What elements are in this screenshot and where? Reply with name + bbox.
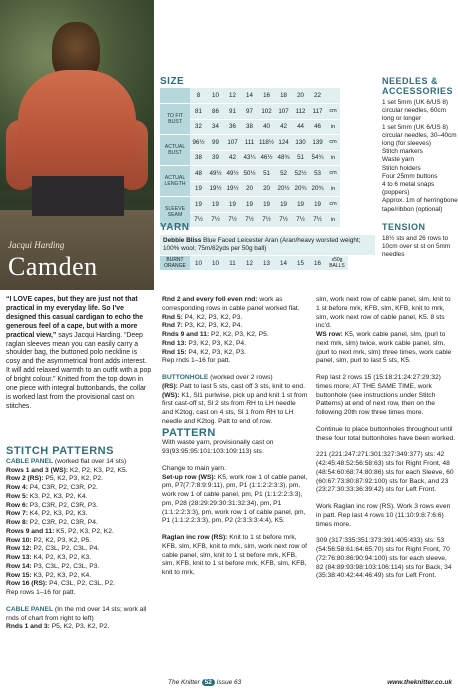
size-cell: 14 xyxy=(241,88,258,104)
needle-item: 4 to 6 metal snaps (poppers) xyxy=(382,181,435,197)
size-cell: 51 xyxy=(258,166,275,182)
size-cell: 20 xyxy=(241,181,258,197)
buttonhole-rs-text: Patt to last 5 sts, cast off 3 sts, knit to end. xyxy=(177,382,305,390)
pattern-row xyxy=(6,467,154,476)
round-repeat: Rep rnds 1–16 for patt. xyxy=(162,357,231,365)
pattern-row xyxy=(162,340,308,349)
size-cell: 19½ xyxy=(224,181,241,197)
col3-para-2: Rep last 2 rows 15 (15:18:21:24:27:29:32) times more; AT THE SAME TIME, work buttonhole (see instructions under Stitch Patterns) at end of next row, then on the following 20th row three times more. xyxy=(316,374,441,416)
yarn-cell: 11 xyxy=(224,256,241,270)
ws-row-label: WS row: xyxy=(316,331,343,338)
cable-panel-note: (worked flat over 14 sts) xyxy=(53,457,127,465)
stitch-patterns-heading: STITCH PATTERNS xyxy=(6,445,114,457)
pattern-row-label: Rows 9 and 11: xyxy=(6,527,55,535)
pattern-row xyxy=(6,484,154,493)
size-cell: 34 xyxy=(207,119,224,135)
cardigan-body xyxy=(18,70,136,180)
size-cell: 19 xyxy=(224,197,241,213)
size-cell: 130 xyxy=(292,135,309,151)
yarn-cell: 16 xyxy=(309,256,326,270)
size-unit xyxy=(326,88,340,104)
yarn-cell: 13 xyxy=(258,256,275,270)
stitch-patterns-column xyxy=(6,445,154,632)
yarn-heading: YARN xyxy=(160,222,190,233)
size-cell: 52 xyxy=(275,166,292,182)
size-cell: 139 xyxy=(309,135,326,151)
size-cell: 42 xyxy=(224,150,241,166)
size-cell: 19 xyxy=(292,197,309,213)
size-cell: 49½ xyxy=(224,166,241,182)
pattern-row-label: Rnd 13: xyxy=(162,339,187,347)
size-cell: 22 xyxy=(309,88,326,104)
size-cell: 54¾ xyxy=(309,150,326,166)
pattern-row xyxy=(6,519,154,528)
raglan-inc-text: Knit to 1 st before mrk, KFB, slm, KFB, knit to mrk, slm, work next row of cable panel, slm, knit to 1 st before mrk, KFB, slm, KFB, knit to 1 st before mrk, KFB, slm, KFB, knit to mrk, xyxy=(162,534,307,576)
needles-section xyxy=(382,76,458,259)
needles-list xyxy=(382,99,458,214)
size-cell: 19½ xyxy=(207,181,224,197)
round-rows xyxy=(162,314,308,358)
yarn-cell: 14 xyxy=(275,256,292,270)
size-table xyxy=(160,88,340,228)
size-cell: 42 xyxy=(275,119,292,135)
yarn-table xyxy=(160,256,348,270)
buttonhole-ws-text: K1, Sl1 purlwise, pick up and knit 1 st from first cast-off st, Sl 2 sts from RH to LH needle and K2tog, cast on 4 sts, Sl 1 from RH to LH needle and K2tog. Patt to end of row. xyxy=(162,391,308,425)
size-cell: 19 xyxy=(190,197,207,213)
size-cell: 36 xyxy=(224,119,241,135)
size-cell: 39 xyxy=(207,150,224,166)
pattern-row-label: Row 7: xyxy=(6,510,28,518)
size-cell: 124 xyxy=(275,135,292,151)
size-cell: 117 xyxy=(309,104,326,120)
size-cell: 19 xyxy=(309,197,326,213)
pattern-row-text: K2, P2, K3, P2, K5. xyxy=(68,466,128,474)
col3-para-5: Work Raglan inc row (RS). Work 3 rows even in patt. Rep last 4 rows 10 (11:10:9:8:7:6:6) times more. xyxy=(316,503,451,528)
ws-row-text: K5, work cable panel, slm, (purl to next mrk, slm) twice, work cable panel, slm, (purl to next mrk, slm) three times, work cable panel, slm, purl to last 5 sts, K5. xyxy=(316,331,452,365)
size-row-label: TO FIT BUST xyxy=(160,104,190,135)
pattern-row-label: Row 13: xyxy=(6,554,32,561)
yarn-cell: 10 xyxy=(207,256,224,270)
tension-heading: TENSION xyxy=(382,221,426,232)
pattern-title: Camden xyxy=(8,252,98,281)
pattern-row xyxy=(6,528,154,537)
size-cell: 81 xyxy=(190,104,207,120)
yarn-cell: 10 xyxy=(190,256,207,270)
size-cell: 7½ xyxy=(275,212,292,228)
needle-item: Approx. 1m of herringbone tape/ribbon (optional) xyxy=(382,197,458,213)
size-cell: 8 xyxy=(190,88,207,104)
buttonhole-ws-label: (WS): xyxy=(162,391,180,399)
size-row xyxy=(160,88,340,104)
yarn-colour: BURNT ORANGE xyxy=(160,256,190,270)
yarn-unit: x50g BALLS xyxy=(326,256,348,270)
size-unit: in xyxy=(326,150,340,166)
size-cell: 51 xyxy=(292,150,309,166)
issue-number: Issue 63 xyxy=(216,679,242,686)
size-cell: 20¾ xyxy=(292,181,309,197)
pattern-row-text: P4, K2, P3, K2, P3. xyxy=(186,348,247,356)
pattern-row xyxy=(6,572,154,581)
size-cell: 112 xyxy=(292,104,309,120)
size-cell: 50½ xyxy=(241,166,258,182)
website-link[interactable]: www.theknitter.co.uk xyxy=(387,679,452,686)
size-cell: 48¾ xyxy=(275,150,292,166)
yarn-cell: 15 xyxy=(292,256,309,270)
needle-item: Four 25mm buttons xyxy=(382,172,438,180)
pattern-row-label: Row 2 (RS): xyxy=(6,475,44,483)
intro-quote: “I LOVE capes, but they are just not that practical in my everyday life. So I’ve designed this casual cardigan to echo the generous feel of a cape, but with a more practical view,” xyxy=(6,296,144,339)
pattern-row-text: P3, C3R, P2, C3R, P3. xyxy=(27,501,98,509)
size-cell: 53 xyxy=(309,166,326,182)
size-cell: 12 xyxy=(224,88,241,104)
yarn-cell: 12 xyxy=(241,256,258,270)
cable-rows xyxy=(6,467,154,590)
needle-item: Waste yarn xyxy=(382,156,415,164)
change-yarn: Change to main yarn. xyxy=(162,464,226,472)
size-cell: 7½ xyxy=(190,212,207,228)
pattern-row-text: P4, C3L, P2, C3L, P2. xyxy=(47,580,115,588)
buttonhole-title: BUTTONHOLE xyxy=(162,374,209,381)
pattern-row xyxy=(6,545,154,554)
pattern-row-text: P3, K2, P3, K2, P4. xyxy=(182,322,243,330)
size-cell: 99 xyxy=(207,135,224,151)
pattern-row-label: Row 6: xyxy=(6,501,28,509)
pattern-row xyxy=(6,554,154,563)
size-cell: 19 xyxy=(207,197,224,213)
size-cell: 46 xyxy=(309,119,326,135)
pattern-row-label: Rnd 15: xyxy=(162,348,187,356)
cable-repeat: Rep rows 1–16 for patt. xyxy=(6,589,76,596)
yarn-brand: Debbie Bliss xyxy=(163,237,202,244)
size-cell: 19 xyxy=(190,181,207,197)
cable-panel-title: CABLE PANEL xyxy=(6,457,54,465)
size-cell: 20 xyxy=(258,181,275,197)
needle-item: Stitch markers xyxy=(382,148,423,156)
size-cell: 48 xyxy=(190,166,207,182)
pattern-row xyxy=(6,475,154,484)
pattern-row-label: Row 4: xyxy=(6,484,28,491)
size-unit: in xyxy=(326,119,340,135)
rnd-2-label: Rnd 2 and every foll even rnd: xyxy=(162,296,258,303)
size-cell: 19 xyxy=(275,197,292,213)
footer-magazine xyxy=(168,679,241,686)
size-row-label: ACTUAL LENGTH xyxy=(160,166,190,197)
page-footer xyxy=(0,678,458,690)
needles-heading: NEEDLES & ACCESSORIES xyxy=(382,76,454,96)
rnd-2-text: work as corresponding rows in cable panel worked flat. xyxy=(162,296,300,312)
pattern-row-text: P3, C3L, P2, C3L, P3. xyxy=(31,562,100,570)
buttonhole-rs-label: (RS): xyxy=(162,382,178,390)
pattern-row xyxy=(6,493,154,502)
pattern-row-text: K4, P2, K3, P2, K3. xyxy=(31,554,92,561)
size-cell: 49½ xyxy=(207,166,224,182)
size-cell: 20 xyxy=(292,88,309,104)
size-row-label xyxy=(160,88,190,104)
cable-panel-round-title: CABLE PANEL xyxy=(6,605,54,613)
pattern-row-text: P2, K2, P3, K2, P5. xyxy=(31,536,92,544)
size-row xyxy=(160,166,340,182)
intro-text xyxy=(6,296,152,412)
model-skirt xyxy=(32,176,124,216)
size-cell: 16 xyxy=(258,88,275,104)
pattern-row-text: P4, C3R, P2, C3R, P2. xyxy=(27,484,98,491)
pattern-row xyxy=(162,331,308,340)
pattern-row-label: Row 16 (RS): xyxy=(6,580,48,588)
size-cell: 111 xyxy=(241,135,258,151)
size-cell: 7½ xyxy=(258,212,275,228)
size-cell: 43¼ xyxy=(241,150,258,166)
pattern-row-text: K3, P2, K3, P2, K4. xyxy=(27,492,88,500)
pattern-row xyxy=(6,502,154,511)
size-cell: 7½ xyxy=(292,212,309,228)
pattern-row-label: Row 10: xyxy=(6,536,32,544)
yarn-description xyxy=(160,235,375,255)
pattern-row xyxy=(6,563,154,572)
pattern-row-label: Row 5: xyxy=(6,492,28,500)
pattern-row-text: P4, K2, P3, K2, P3. xyxy=(182,313,243,321)
page-number-badge: 52 xyxy=(202,679,215,686)
instructions-column-3 xyxy=(316,296,456,581)
size-cell: 18 xyxy=(275,88,292,104)
buttonhole-note: (worked over 2 rows) xyxy=(208,374,273,381)
pattern-intro: With waste yarn, provisionally cast on 93(93:95:95:101:103:109:113) sts. xyxy=(162,439,274,455)
size-cell: 38 xyxy=(190,150,207,166)
pattern-row-label: Row 15: xyxy=(6,571,32,579)
col3-para-4: 221 (221:247:271:301:327:349:377) sts: 42 (42:45:48:52:56:58:63) sts for Right Front, 48 (48:54:60:68:74:80:86) sts for each Sleeve, 60 (60:67:73:80:87:92:100) sts for Back, and 23 (23:27:30:33:36:39:42) sts for Left Front. xyxy=(316,451,454,494)
pattern-row-text: P2, C3L, P2, C3L, P4. xyxy=(31,545,100,553)
size-cell: 96½ xyxy=(190,135,207,151)
magazine-name: The Knitter xyxy=(168,679,200,686)
rnds-1-3-text: P5, K2, P3, K2, P2. xyxy=(49,623,110,631)
size-cell: 7½ xyxy=(241,212,258,228)
size-unit: cm xyxy=(326,135,340,151)
size-unit: cm xyxy=(326,166,340,182)
size-row xyxy=(160,104,340,120)
size-cell: 19 xyxy=(241,197,258,213)
setup-row-label: Set-up row (WS): xyxy=(162,473,216,481)
size-cell: 46½ xyxy=(258,150,275,166)
pattern-row-text: K4, P2, K3, P2, K3. xyxy=(27,510,88,518)
pattern-row-label: Rnd 5: xyxy=(162,313,183,321)
size-cell: 38 xyxy=(241,119,258,135)
model-photo xyxy=(0,0,154,290)
size-unit: cm xyxy=(326,104,340,120)
pattern-row xyxy=(162,349,308,358)
pattern-row-label: Row 14: xyxy=(6,562,32,570)
size-row-label: SLEEVE SEAM xyxy=(160,197,190,228)
size-heading: SIZE xyxy=(160,76,185,87)
size-cell: 86 xyxy=(207,104,224,120)
size-cell: 7½ xyxy=(309,212,326,228)
size-cell: 20¾ xyxy=(309,181,326,197)
size-cell: 20½ xyxy=(275,181,292,197)
size-unit: in xyxy=(326,181,340,197)
intro-rest: says Jacqui Harding. “Deep raglan sleeves mean you can easily carry a shoulder bag, the buttoned polo neckline is cosy and the asymmetrical front adds interest. It will add relaxed warmth to an outfit with a pop of bright colour.” Knitted from the top down in one piece with integral buttonbands, the collar is worked last from the provisional cast on stitches. xyxy=(6,331,152,410)
size-cell: 7½ xyxy=(224,212,241,228)
designer-name: Jacqui Harding xyxy=(8,240,65,250)
rnds-1-3-label: Rnds 1 and 3: xyxy=(6,623,50,631)
pattern-row xyxy=(162,314,308,323)
size-cell: 52½ xyxy=(292,166,309,182)
setup-row-text: K5, work row 1 of cable panel, pm, P7(7:7:8:9:9:11), pm, P1 (1:1:2:2:3:3), pm, work row 1 of cable panel, pm, P1 (1:1:2:2:3:3), pm, P28 (28:29:29:30:31:32:34), pm, P1 (1:1:2:2:3:3), pm, work row 1 of cable panel, pm, P1 (1:1:2:2:3:3), pm, P2 (2:3:3:3:4:4), K5. xyxy=(162,473,308,525)
size-cell: 40 xyxy=(258,119,275,135)
pattern-row-text: P2, K2, P3, K2, P5. xyxy=(209,331,269,338)
yarn-details: Blue Faced Leicester Aran (Aran/heavy worsted weight; 100% wool; 75m/82yds per 50g ball) xyxy=(163,237,361,252)
pattern-row-label: Row 8: xyxy=(6,519,28,526)
pattern-row-label: Rnd 7: xyxy=(162,322,183,330)
pattern-row-text: P3, K2, P3, K2, P4. xyxy=(186,339,247,347)
pattern-row xyxy=(162,322,308,331)
tension-text: 18½ sts and 26 rows to 10cm over st st on 5mm needles xyxy=(382,234,451,259)
instructions-column-2 xyxy=(162,296,308,578)
size-unit: in xyxy=(326,212,340,228)
col3-para-1: slm, work next row of cable panel, slm, knit to 1 st before mrk, KFB, slm, KFB, knit to mrk, slm, work next row of cable panel, K5. 8 sts inc’d. xyxy=(316,296,451,330)
size-cell: 102 xyxy=(258,104,275,120)
pattern-row-label: Rows 1 and 3 (WS): xyxy=(6,466,69,474)
size-row xyxy=(160,135,340,151)
size-cell: 32 xyxy=(190,119,207,135)
size-cell: 107 xyxy=(224,135,241,151)
size-row-label: ACTUAL BUST xyxy=(160,135,190,166)
col3-para-6: 309 (317:335:351:373:391:405:433) sts: 53 (54:56:58:61:64:65:70) sts for Right Front, 70 (72:76:80:86:90:94:100) sts for each sleeve, 82 (84:89:93:98:103:106:114) sts for Back, 34 (35:38:40:42:44:46:49) sts for Left Front. xyxy=(316,537,452,580)
size-cell: 19 xyxy=(258,197,275,213)
size-cell: 44 xyxy=(292,119,309,135)
needle-item: 1 set 5mm (UK 6/US 8) circular needles, 30–40cm long (for sleeves) xyxy=(382,123,457,148)
pattern-row-text: K5, P2, K3, P2, K2. xyxy=(54,527,114,535)
pattern-row xyxy=(6,510,154,519)
pattern-row-text: K3, P2, K3, P2, K4. xyxy=(31,571,92,579)
size-unit: cm xyxy=(326,197,340,213)
needle-item: Stitch holders xyxy=(382,164,421,172)
pattern-heading: PATTERN xyxy=(162,426,216,439)
col3-para-3: Continue to place buttonholes throughout until these four total buttonholes have been worked. xyxy=(316,425,456,442)
size-cell: 107 xyxy=(275,104,292,120)
needle-item: 1 set 5mm (UK 6/US 8) circular needles, 60cm long or longer xyxy=(382,99,449,123)
size-cell: 10 xyxy=(207,88,224,104)
cable-panel-round-note: (In the rnd over 14 sts; work all rnds of chart from right to left) xyxy=(6,605,147,622)
pattern-row-text: P5, K2, P3, K2, P2. xyxy=(43,475,104,483)
size-cell: 97 xyxy=(241,104,258,120)
pattern-row-label: Rnds 9 and 11: xyxy=(162,331,210,338)
pattern-row xyxy=(6,580,154,589)
size-cell: 7½ xyxy=(207,212,224,228)
pattern-row xyxy=(6,537,154,546)
size-cell: 91 xyxy=(224,104,241,120)
size-cell: 118½ xyxy=(258,135,275,151)
pattern-row-label: Row 12: xyxy=(6,545,32,553)
pattern-row-text: P2, C3R, P2, C3R, P4. xyxy=(27,519,98,526)
raglan-inc-label: Raglan inc row (RS): xyxy=(162,534,228,541)
size-row xyxy=(160,197,340,213)
